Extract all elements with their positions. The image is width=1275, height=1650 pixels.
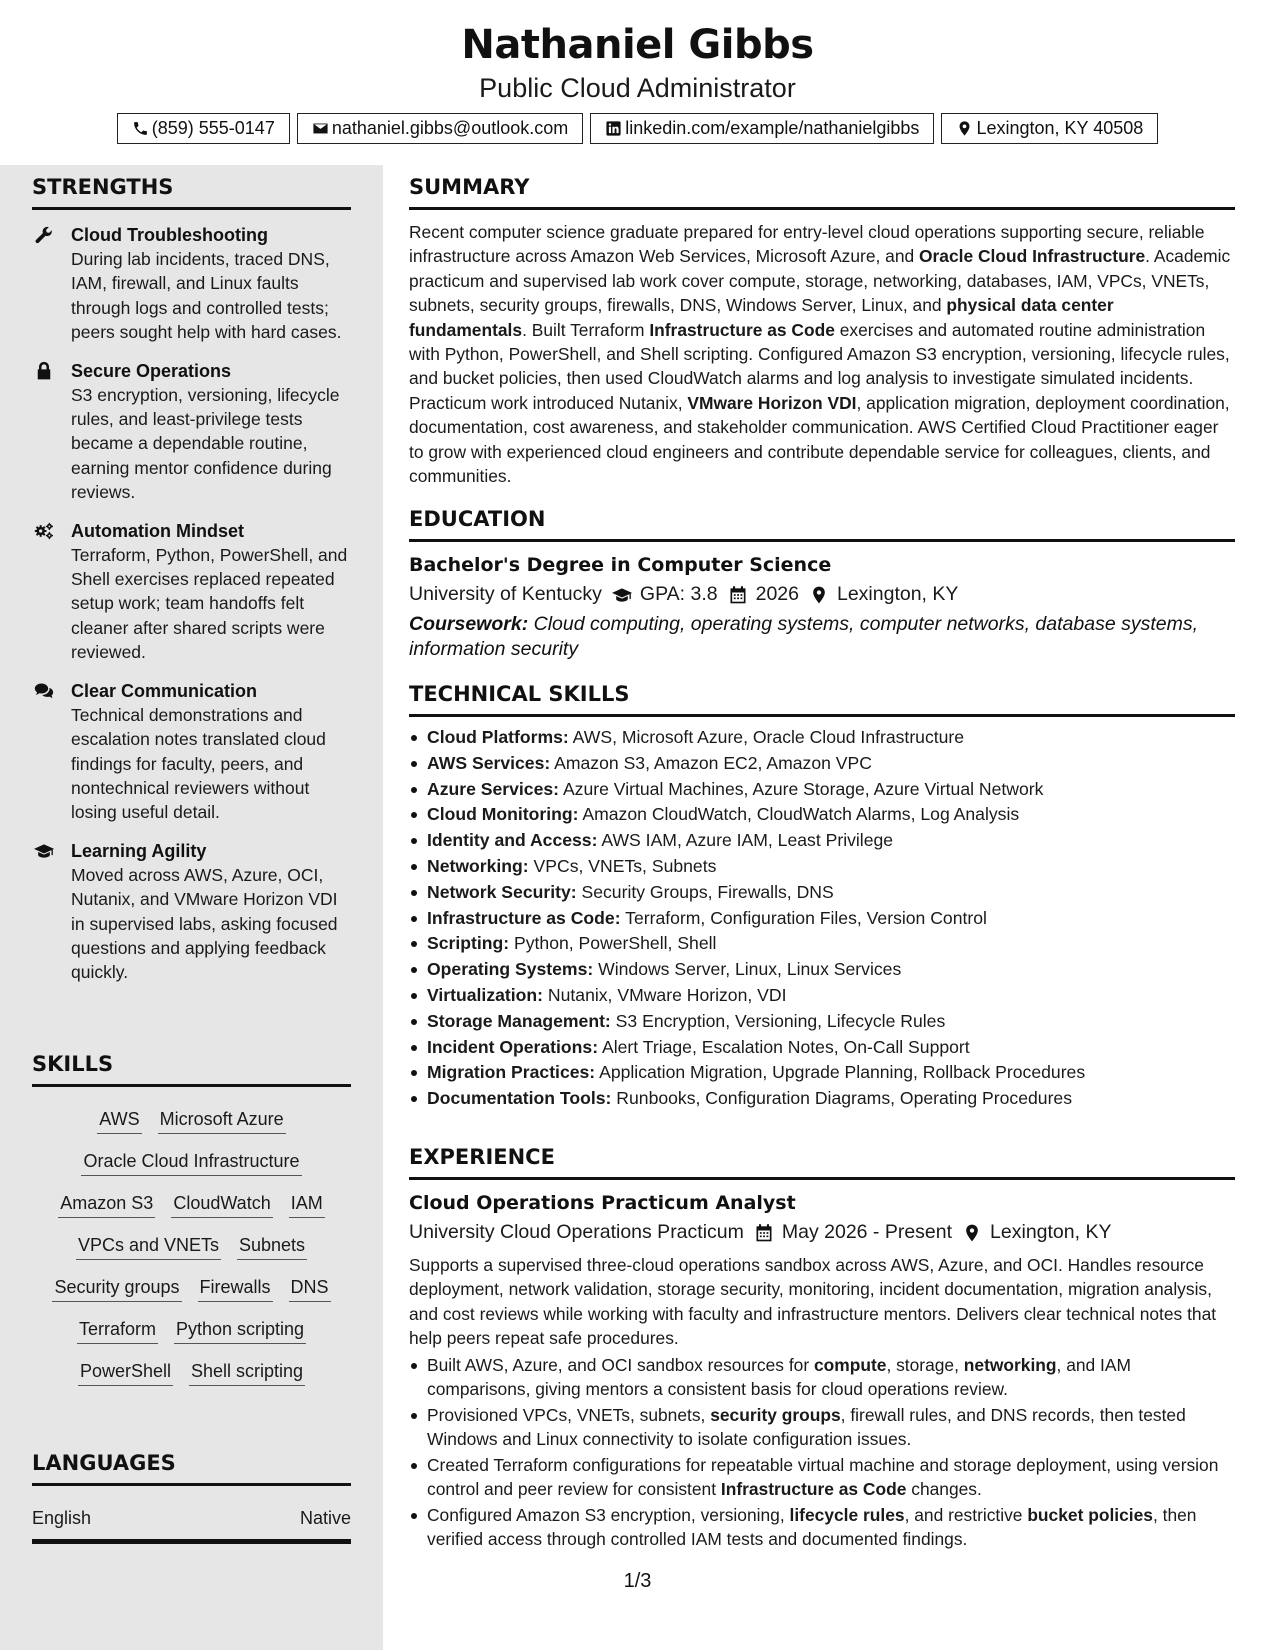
sidebar bbox=[0, 165, 383, 1650]
skill-chip: VPCs and VNETs bbox=[76, 1233, 221, 1260]
technical-skill-item bbox=[409, 751, 1235, 777]
text-run: exercises and automated routine administration with Python, PowerShell, and Shell scripting. Configured Amazon S3 encryption, versioning, lifecycle rules, and bucket policies, then used CloudWatch alarms and log analysis to investigate simulated incidents. Practicum work introduced Nutanix, bbox=[409, 319, 1230, 413]
technical-skill-label: Networking: bbox=[427, 855, 529, 876]
location-pin-icon bbox=[956, 120, 973, 137]
technical-skill-item bbox=[409, 1009, 1235, 1035]
technical-skill-value: Application Migration, Upgrade Planning, Rollback Procedures bbox=[595, 1062, 1086, 1083]
technical-skill-value: Azure Virtual Machines, Azure Storage, Azure Virtual Network bbox=[559, 778, 1044, 799]
skill-row bbox=[32, 1149, 351, 1176]
technical-skill-item bbox=[409, 1035, 1235, 1061]
contact-location-text: Lexington, KY 40508 bbox=[976, 118, 1144, 138]
experience-section bbox=[409, 1147, 1235, 1551]
graduation-cap-icon bbox=[33, 841, 55, 861]
main-column bbox=[383, 165, 1275, 1650]
technical-skill-label: Incident Operations: bbox=[427, 1036, 599, 1057]
school-name: University of Kentucky bbox=[409, 583, 602, 605]
strengths-section bbox=[32, 177, 351, 985]
skill-chip: Python scripting bbox=[174, 1317, 306, 1344]
technical-skill-value: Amazon S3, Amazon EC2, Amazon VPC bbox=[550, 752, 872, 773]
technical-skills-section bbox=[409, 684, 1235, 1112]
skills-title: SKILLS bbox=[32, 1054, 351, 1087]
technical-skill-item bbox=[409, 983, 1235, 1009]
text-run: , firewall rules, and DNS records, then tested Windows and Linux connectivity to isolate configuration issues. bbox=[427, 1404, 1186, 1449]
contact-phone-text: (859) 555-0147 bbox=[151, 118, 275, 138]
technical-skill-item bbox=[409, 828, 1235, 854]
experience-title: EXPERIENCE bbox=[409, 1147, 1235, 1180]
strength-desc: During lab incidents, traced DNS, IAM, firewall, and Linux faults through logs and controlled tests; peers sought help with hard cases. bbox=[71, 249, 342, 343]
technical-skill-value: AWS, Microsoft Azure, Oracle Cloud Infrastructure bbox=[568, 727, 965, 747]
job-bullets bbox=[409, 1353, 1235, 1551]
strength-item bbox=[32, 679, 351, 825]
bold-phrase: Oracle Cloud Infrastructure bbox=[919, 246, 1146, 267]
technical-skill-label: Storage Management: bbox=[427, 1010, 611, 1031]
job-title: Cloud Operations Practicum Analyst bbox=[409, 1192, 796, 1214]
contact-linkedin-text: linkedin.com/example/nathanielgibbs bbox=[625, 118, 920, 138]
skill-row bbox=[32, 1317, 351, 1344]
strength-title: Secure Operations bbox=[71, 360, 232, 381]
job-bullet bbox=[409, 1453, 1235, 1501]
skills-section bbox=[32, 1054, 351, 1386]
bold-phrase: lifecycle rules bbox=[789, 1504, 905, 1525]
summary-text bbox=[409, 220, 1235, 488]
text-run: Created Terraform configurations for repeatable virtual machine and storage deployment, using version control and peer review for consistent bbox=[427, 1454, 1219, 1499]
skill-chip: Amazon S3 bbox=[58, 1191, 155, 1218]
text-run: changes. bbox=[906, 1478, 982, 1499]
education-meta bbox=[409, 583, 1235, 606]
page-number bbox=[0, 1570, 1275, 1593]
text-run: . Academic practicum and supervised lab work cover compute, storage, networking, databases, IAM, VPCs, VNETs, subnets, security groups, firewalls, DNS, Windows Server, Linux, and bbox=[409, 246, 1231, 316]
technical-skill-label: Virtualization: bbox=[427, 984, 544, 1005]
contact-phone[interactable] bbox=[117, 113, 290, 144]
technical-skill-item bbox=[409, 1060, 1235, 1086]
skill-row bbox=[32, 1107, 351, 1134]
text-run: , then verified access through controlled IAM tests and documented findings. bbox=[427, 1504, 1197, 1549]
strength-item bbox=[32, 519, 351, 665]
bold-phrase: VMware Horizon VDI bbox=[687, 392, 857, 413]
graduation-cap-icon bbox=[612, 585, 632, 605]
technical-skill-label: Infrastructure as Code: bbox=[427, 907, 621, 928]
employer-name: University Cloud Operations Practicum bbox=[409, 1221, 744, 1243]
strength-item bbox=[32, 223, 351, 345]
technical-skill-label: Operating Systems: bbox=[427, 959, 594, 980]
bold-phrase: Infrastructure as Code bbox=[649, 319, 835, 340]
bold-phrase: bucket policies bbox=[1027, 1504, 1153, 1525]
strengths-title: STRENGTHS bbox=[32, 177, 351, 210]
text-run: , and IAM comparisons, giving mentors a consistent basis for cloud operations review. bbox=[427, 1354, 1131, 1399]
technical-skill-value: Amazon CloudWatch, CloudWatch Alarms, Log Analysis bbox=[578, 804, 1020, 825]
technical-skill-label: Azure Services: bbox=[427, 778, 560, 799]
technical-skill-item bbox=[409, 802, 1235, 828]
calendar-icon bbox=[754, 1223, 774, 1243]
job-location: Lexington, KY bbox=[990, 1221, 1112, 1243]
gpa: GPA: 3.8 bbox=[639, 583, 718, 605]
education-section bbox=[409, 509, 1235, 661]
technical-skills-title: TECHNICAL SKILLS bbox=[409, 684, 1235, 717]
contact-email[interactable] bbox=[297, 113, 583, 144]
summary-section bbox=[409, 177, 1235, 488]
technical-skill-item bbox=[409, 957, 1235, 983]
skill-row bbox=[32, 1275, 351, 1302]
skill-row bbox=[32, 1191, 351, 1218]
strength-desc: Terraform, Python, PowerShell, and Shell exercises replaced repeated setup work; team handoffs felt cleaner after shared scripts were reviewed. bbox=[71, 544, 348, 663]
technical-skill-label: Cloud Monitoring: bbox=[427, 804, 579, 825]
candidate-name: Nathaniel Gibbs bbox=[461, 22, 814, 68]
strength-desc: S3 encryption, versioning, lifecycle rules, and least-privilege tests became a dependable routine, earning mentor confidence during reviews. bbox=[71, 384, 340, 503]
technical-skill-value: Alert Triage, Escalation Notes, On-Call Support bbox=[598, 1036, 970, 1057]
technical-skill-item bbox=[409, 880, 1235, 906]
text-run: , storage, bbox=[886, 1354, 964, 1375]
gears-icon bbox=[33, 521, 55, 541]
languages-title: LANGUAGES bbox=[32, 1453, 351, 1486]
technical-skill-value: Runbooks, Configuration Diagrams, Operating Procedures bbox=[611, 1088, 1073, 1109]
skills-chip-list bbox=[32, 1087, 351, 1386]
text-run: . Built Terraform bbox=[522, 319, 650, 340]
contact-linkedin[interactable] bbox=[590, 113, 934, 144]
resume-header bbox=[0, 0, 1275, 165]
technical-skill-item bbox=[409, 906, 1235, 932]
technical-skill-label: Identity and Access: bbox=[427, 830, 598, 851]
skill-chip: Security groups bbox=[52, 1275, 181, 1302]
text-run: Provisioned VPCs, VNETs, subnets, bbox=[427, 1404, 711, 1425]
contact-bar bbox=[0, 113, 1275, 144]
calendar-icon bbox=[728, 585, 748, 605]
coursework-label: Coursework: bbox=[409, 613, 529, 635]
bold-phrase: compute bbox=[813, 1354, 887, 1375]
technical-skill-item bbox=[409, 777, 1235, 803]
skill-chip: IAM bbox=[289, 1191, 325, 1218]
skill-chip: Firewalls bbox=[198, 1275, 273, 1302]
strength-desc: Moved across AWS, Azure, OCI, Nutanix, and VMware Horizon VDI in supervised labs, asking focused questions and applying feedback quickly. bbox=[71, 864, 338, 983]
skill-chip: Shell scripting bbox=[189, 1359, 305, 1386]
bold-phrase: physical data center fundamentals bbox=[409, 295, 1114, 340]
technical-skill-label: Documentation Tools: bbox=[427, 1088, 612, 1109]
bold-phrase: networking bbox=[963, 1354, 1057, 1375]
languages-section bbox=[32, 1453, 351, 1544]
contact-email-text: nathaniel.gibbs@outlook.com bbox=[331, 118, 569, 138]
text-run: Configured Amazon S3 encryption, versioning, bbox=[427, 1504, 790, 1525]
technical-skill-value: Security Groups, Firewalls, DNS bbox=[576, 881, 834, 902]
text-run: , application migration, deployment coordination, documentation, cost awareness, and stakeholder communication. AWS Certified Cloud Practitioner eager to grow with experienced cloud engineers and contribute dependable service for colleagues, clients, and communities. bbox=[409, 392, 1230, 487]
technical-skill-label: Scripting: bbox=[427, 933, 510, 954]
technical-skill-value: S3 Encryption, Versioning, Lifecycle Rules bbox=[610, 1010, 946, 1031]
candidate-role: Public Cloud Administrator bbox=[479, 73, 796, 103]
technical-skill-label: Migration Practices: bbox=[427, 1062, 596, 1083]
linkedin-icon bbox=[605, 120, 622, 137]
job-bullet bbox=[409, 1353, 1235, 1401]
technical-skills-list bbox=[409, 725, 1235, 1112]
skill-chip: Microsoft Azure bbox=[158, 1107, 286, 1134]
technical-skill-label: AWS Services: bbox=[427, 752, 551, 773]
skill-chip: AWS bbox=[97, 1107, 141, 1134]
location-pin-icon bbox=[809, 585, 829, 605]
language-level: Native bbox=[299, 1508, 351, 1528]
skill-chip: Subnets bbox=[237, 1233, 307, 1260]
text-run: , and restrictive bbox=[904, 1504, 1028, 1525]
wrench-icon bbox=[33, 225, 55, 245]
skill-row bbox=[32, 1359, 351, 1386]
text-run: Built AWS, Azure, and OCI sandbox resources for bbox=[427, 1354, 814, 1375]
strength-title: Clear Communication bbox=[71, 680, 258, 701]
job-bullet bbox=[409, 1403, 1235, 1451]
phone-icon bbox=[132, 120, 149, 137]
lock-icon bbox=[33, 361, 55, 381]
strength-title: Learning Agility bbox=[71, 840, 207, 861]
envelope-icon bbox=[312, 120, 329, 137]
technical-skill-value: Windows Server, Linux, Linux Services bbox=[593, 959, 902, 980]
education-title: EDUCATION bbox=[409, 509, 1235, 542]
contact-location bbox=[941, 113, 1158, 144]
skill-chip: PowerShell bbox=[78, 1359, 173, 1386]
text-run: Recent computer science graduate prepared for entry-level cloud operations supporting secure, reliable infrastructure across Amazon Web Services, Microsoft Azure, and bbox=[409, 222, 1205, 267]
technical-skill-label: Cloud Platforms: bbox=[427, 727, 569, 747]
page-number-text: 1/3 bbox=[623, 1570, 652, 1592]
job-dates: May 2026 - Present bbox=[781, 1221, 953, 1243]
skill-row bbox=[32, 1233, 351, 1260]
technical-skill-item bbox=[409, 931, 1235, 957]
technical-skill-item bbox=[409, 1086, 1235, 1112]
graduation-year: 2026 bbox=[755, 583, 799, 605]
skill-chip: CloudWatch bbox=[171, 1191, 272, 1218]
strengths-list bbox=[32, 223, 351, 985]
language-item bbox=[32, 1508, 351, 1544]
technical-skill-label: Network Security: bbox=[427, 881, 577, 902]
technical-skill-value: Nutanix, VMware Horizon, VDI bbox=[543, 984, 787, 1005]
strength-desc: Technical demonstrations and escalation notes translated cloud findings for faculty, peers, and nontechnical reviewers without losing useful detail. bbox=[71, 704, 326, 823]
skill-chip: Oracle Cloud Infrastructure bbox=[81, 1149, 301, 1176]
strength-title: Cloud Troubleshooting bbox=[71, 225, 268, 245]
technical-skill-value: VPCs, VNETs, Subnets bbox=[528, 855, 717, 876]
skill-chip: Terraform bbox=[77, 1317, 158, 1344]
job-summary: Supports a supervised three-cloud operations sandbox across AWS, Azure, and OCI. Handles resource deployment, network validation, storage security, monitoring, incident documentation, migration analysis, and cost reviews while working with faculty and infrastructure mentors. Delivers clear technical notes that help peers repeat safe procedures. bbox=[409, 1255, 1217, 1349]
summary-title: SUMMARY bbox=[409, 177, 1235, 210]
coursework-text: Cloud computing, operating systems, computer networks, database systems, information security bbox=[409, 613, 1199, 660]
strength-item bbox=[32, 839, 351, 985]
chat-bubbles-icon bbox=[33, 681, 55, 701]
technical-skill-value: Python, PowerShell, Shell bbox=[509, 933, 717, 954]
job-bullet bbox=[409, 1503, 1235, 1551]
language-name: English bbox=[32, 1508, 92, 1528]
school-location: Lexington, KY bbox=[836, 583, 959, 605]
technical-skill-item bbox=[409, 854, 1235, 880]
technical-skill-value: AWS IAM, Azure IAM, Least Privilege bbox=[597, 830, 894, 851]
technical-skill-item bbox=[409, 725, 1235, 751]
bold-phrase: Infrastructure as Code bbox=[720, 1478, 907, 1499]
strength-item bbox=[32, 359, 351, 505]
bold-phrase: security groups bbox=[710, 1404, 841, 1425]
technical-skill-value: Terraform, Configuration Files, Version Control bbox=[620, 907, 987, 928]
strength-title: Automation Mindset bbox=[71, 520, 244, 541]
job-meta bbox=[409, 1221, 1235, 1244]
degree-title: Bachelor's Degree in Computer Science bbox=[409, 554, 832, 576]
coursework bbox=[409, 612, 1235, 661]
location-pin-icon bbox=[962, 1223, 982, 1243]
skill-chip: DNS bbox=[289, 1275, 331, 1302]
